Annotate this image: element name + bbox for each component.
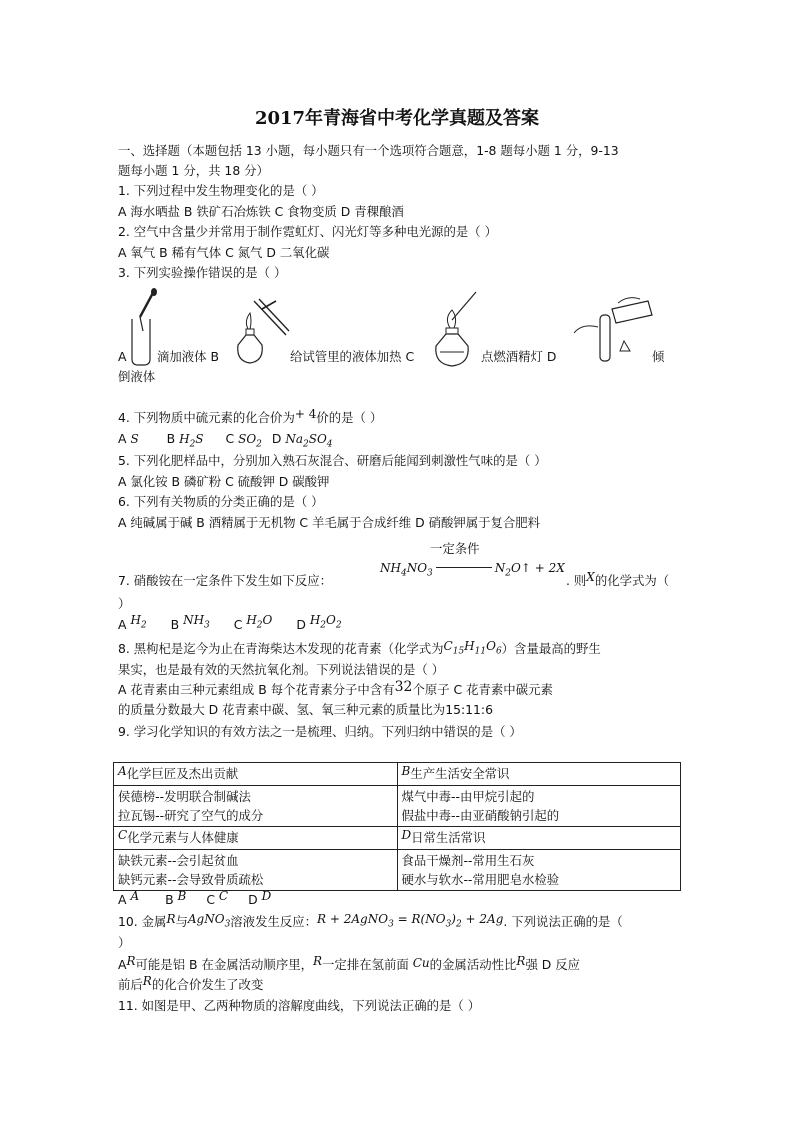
q3-option-a-text: 滴加液体 B xyxy=(157,349,220,364)
pouring-liquid-figure xyxy=(572,293,656,363)
q7-close: ） xyxy=(118,596,131,611)
q4-options: A S B $H_2S$ C $SO_2$ D $Na_2SO_4$ xyxy=(118,431,333,450)
q9-cell-a-body: 侯德榜--发明联合制碱法 拉瓦锡--研究了空气的成分 xyxy=(114,786,398,827)
q3-stem: 3. 下列实验操作错误的是（ ） xyxy=(118,265,287,280)
q9-cell-b-title: B生产生活安全常识 xyxy=(397,763,681,786)
q2-stem: 2. 空气中含量少并常用于制作霓虹灯、闪光灯等多种电光源的是（ ） xyxy=(118,224,498,239)
q9-cell-c-title: C化学元素与人体健康 xyxy=(114,827,398,850)
q9-cell-d-body: 食品干燥剂--常用生石灰 硬水与软水--常用肥皂水检验 xyxy=(397,850,681,891)
section-heading-line2: 题每小题 1 分，共 18 分） xyxy=(118,163,269,178)
q7-condition: 一定条件 xyxy=(430,541,480,556)
table-row xyxy=(114,763,681,786)
q2-options: A 氧气 B 稀有气体 C 氮气 D 二氧化碳 xyxy=(118,245,330,260)
q5-stem: 5. 下列化肥样品中，分别加入熟石灰混合、研磨后能闻到刺激性气味的是（ ） xyxy=(118,453,547,468)
table-row xyxy=(114,786,681,827)
q9-cell-c-body: 缺铁元素--会引起贫血 缺钙元素--会导致骨质疏松 xyxy=(114,850,398,891)
q8-line4: 的质量分数最大 D 花青素中碳、氢、氧三种元素的质量比为15:11:6 xyxy=(118,702,493,717)
q10-line3: AR可能是铝 B 在金属活动顺序里，R一定排在氢前面 Cu的金属活动性比R强 D 反应 xyxy=(118,954,581,972)
q9-cell-d-title: D日常生活常识 xyxy=(397,827,681,850)
heating-tube-figure xyxy=(232,295,292,369)
q5-options: A 氯化铵 B 磷矿粉 C 硫酸钾 D 碳酸钾 xyxy=(118,474,330,489)
q8-line2: 果实，也是最有效的天然抗氧化剂。下列说法错误的是（ ） xyxy=(118,662,445,677)
q9-stem: 9. 学习化学知识的有效方法之一是梳理、归纳。下列归纳中错误的是（ ） xyxy=(118,724,522,739)
q10-line4: 前后R的化合价发生了改变 xyxy=(118,974,264,992)
q9-cell-b-body: 煤气中毒--由甲烷引起的 假盐中毒--由亚硝酸钠引起的 xyxy=(397,786,681,827)
q8-line1: 8. 黑枸杞是迄今为止在青海柴达木发现的花青素（化学式为$C_{15}H_{11}O_6$）含量最高的野生 xyxy=(118,639,601,657)
q8-line3: A 花青素由三种元素组成 B 每个花青素分子中含有32个原子 C 花青素中碳元素 xyxy=(118,679,553,697)
page-title: 2017年青海省中考化学真题及答案 xyxy=(254,108,540,129)
q7-stem-post: . 则X的化学式为（ xyxy=(566,570,670,588)
q3-option-d-text: 倾 xyxy=(652,349,665,364)
q10-close: ） xyxy=(118,935,131,950)
q9-options: A A B B C C D D xyxy=(118,889,272,907)
q11-stem: 11. 如图是甲、乙两种物质的溶解度曲线，下列说法正确的是（ ） xyxy=(118,998,481,1013)
table-row xyxy=(114,827,681,850)
q7-stem: 7. 硝酸铵在一定条件下发生如下反应： xyxy=(118,573,333,588)
q1-stem: 1. 下列过程中发生物理变化的是（ ） xyxy=(118,183,324,198)
q4-valence: + 4 xyxy=(294,407,317,421)
q9-cell-a-title: A化学巨匠及杰出贡献 xyxy=(114,763,398,786)
q10-line1: 10. 金属R与AgNO$_3$溶液发生反应：R + 2AgNO$_3$ = $R(NO_3)_2 + 2Ag$. 下列说法正确的是（ xyxy=(118,912,623,930)
q6-stem: 6. 下列有关物质的分类正确的是（ ） xyxy=(118,494,324,509)
q4-stem: 4. 下列物质中硫元素的化合价为+ 4价的是（ ） xyxy=(118,407,383,425)
q3-option-a-label: A xyxy=(118,349,127,364)
q6-options: A 纯碱属于碱 B 酒精属于无机物 C 羊毛属于合成纤维 D 硝酸钾属于复合肥料 xyxy=(118,515,541,530)
q3-option-d-text2: 倒液体 xyxy=(118,369,156,384)
alcohol-lamp-figure xyxy=(430,290,478,370)
q9-table xyxy=(113,762,681,891)
table-row xyxy=(114,850,681,891)
section-heading-line1: 一、选择题（本题包括 13 小题，每小题只有一个选项符合题意，1-8 题每小题 1 分，9-13 xyxy=(118,143,619,158)
q1-options: A 海水晒盐 B 铁矿石冶炼铁 C 食物变质 D 青稞酿酒 xyxy=(118,204,404,219)
q7-options: A $H_2$ B $NH_3$ C $H_2O$ D $H_2O_2$ xyxy=(118,613,342,632)
q7-equation: $NH_4NO_3$ $N_2O↑ + 2X$ xyxy=(380,561,565,579)
q3-option-c-text: 点燃酒精灯 D xyxy=(481,349,557,364)
q3-option-b-text: 给试管里的液体加热 C xyxy=(290,349,415,364)
